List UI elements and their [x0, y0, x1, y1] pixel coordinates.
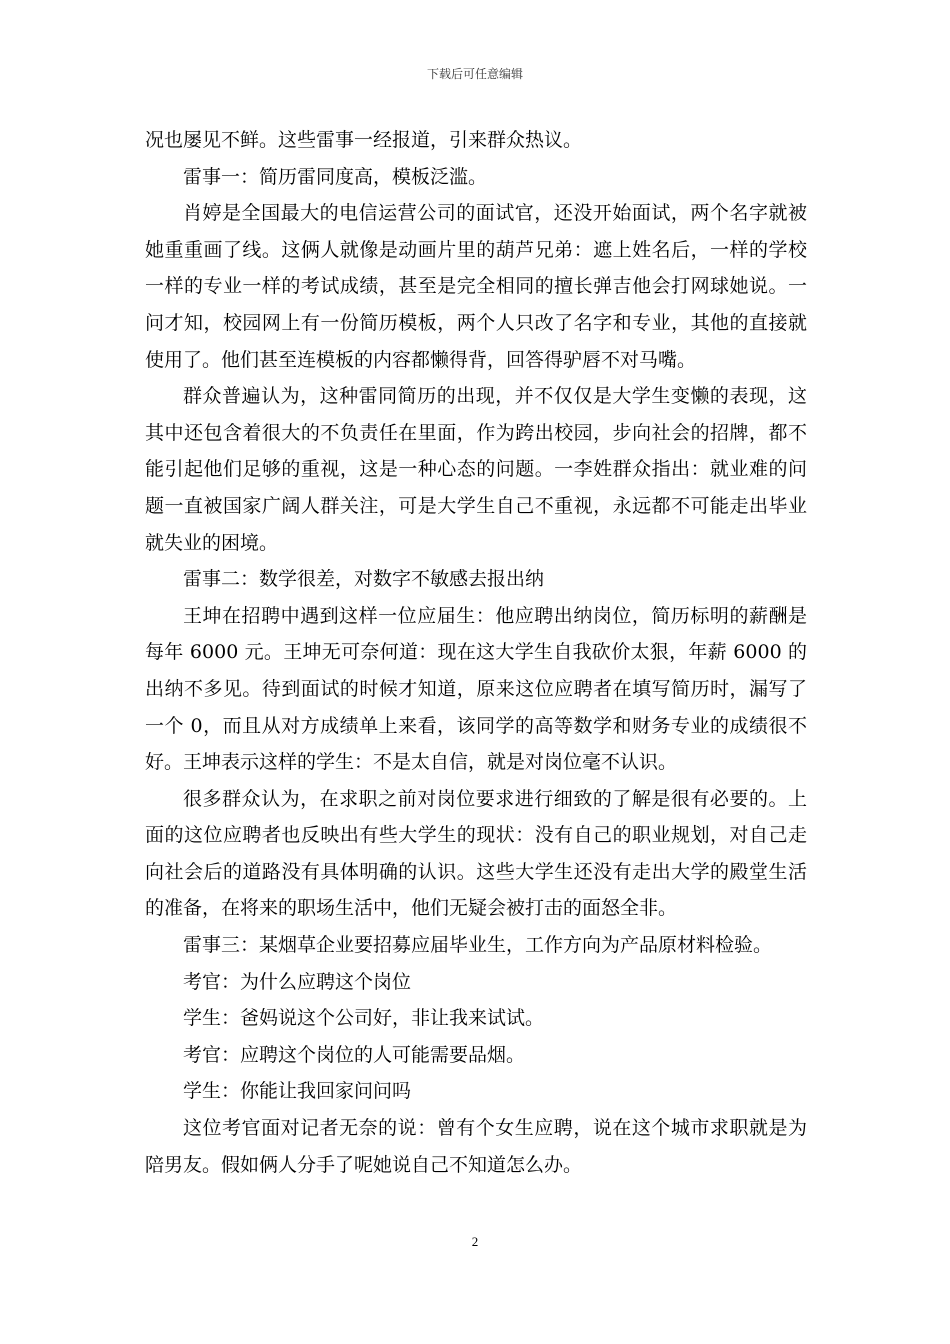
- dialogue-line: 学生：你能让我回家问问吗: [183, 1080, 412, 1103]
- section-heading-2: 雷事二：数学很差，对数字不敏感去报出纳: [183, 568, 545, 591]
- page-number: 2: [471, 1234, 479, 1249]
- paragraph: 这位考官面对记者无奈的说：曾有个女生应聘，说在这个城市求职就是为陪男友。假如俩人分手了呢她说自己不知道怎么办。: [145, 1117, 807, 1176]
- section-heading-1: 雷事一：简历雷同度高，模板泛滥。: [183, 165, 488, 188]
- page-header: 下载后可任意编辑: [426, 67, 523, 81]
- dialogue-line: 学生：爸妈说这个公司好，非让我来试试。: [183, 1007, 545, 1030]
- paragraph: 肖婷是全国最大的电信运营公司的面试官，还没开始面试，两个名字就被她重重画了线。这俩人就像是动画片里的葫芦兄弟：遮上姓名后，一样的学校一样的专业一样的考试成绩，甚至是完全相同的擅长弹吉他会打网球她说。一问才知，校园网上有一份简历模板，两个人只改了名字和专业，其他的直接就使用了。他们甚至连模板的内容都懒得背，回答得驴唇不对马嘴。: [145, 202, 807, 371]
- paragraph: 群众普遍认为，这种雷同简历的出现，并不仅仅是大学生变懒的表现，这其中还包含着很大的不负责任在里面，作为跨出校园，步向社会的招牌，都不能引起他们足够的重视，这是一种心态的问题。一李姓群众指出：就业难的问题一直被国家广阔人群关注，可是大学生自己不重视，永远都不可能走出毕业就失业的困境。: [145, 385, 807, 554]
- section-heading-3: 雷事三：某烟草企业要招募应届毕业生，工作方向为产品原材料检验。: [183, 934, 773, 957]
- dialogue-line: 考官：为什么应聘这个岗位: [183, 970, 412, 993]
- document-body: [145, 122, 807, 1183]
- paragraph-continuation: 况也屡见不鲜。这些雷事一经报道，引来群众热议。: [145, 129, 583, 151]
- paragraph: 王坤在招聘中遇到这样一位应届生：他应聘出纳岗位，简历标明的薪酬是每年 6000 元。王坤无可奈何道：现在这大学生自我砍价太狠，年薪 6000 的出纳不多见。待到面试的时候才知道，原来这位应聘者在填写简历时，漏写了一个 0，而且从对方成绩单上来看，该同学的高等数学和财务专业的成绩很不好。王坤表示这样的学生：不是太自信，就是对岗位毫不认识。: [145, 604, 807, 774]
- paragraph: 很多群众认为，在求职之前对岗位要求进行细致的了解是很有必要的。上面的这位应聘者也反映出有些大学生的现状：没有自己的职业规划，对自己走向社会后的道路没有具体明确的认识。这些大学生还没有走出大学的殿堂生活的准备，在将来的职场生活中，他们无疑会被打击的面怒全非。: [145, 787, 807, 920]
- dialogue-line: 考官：应聘这个岗位的人可能需要品烟。: [183, 1043, 526, 1066]
